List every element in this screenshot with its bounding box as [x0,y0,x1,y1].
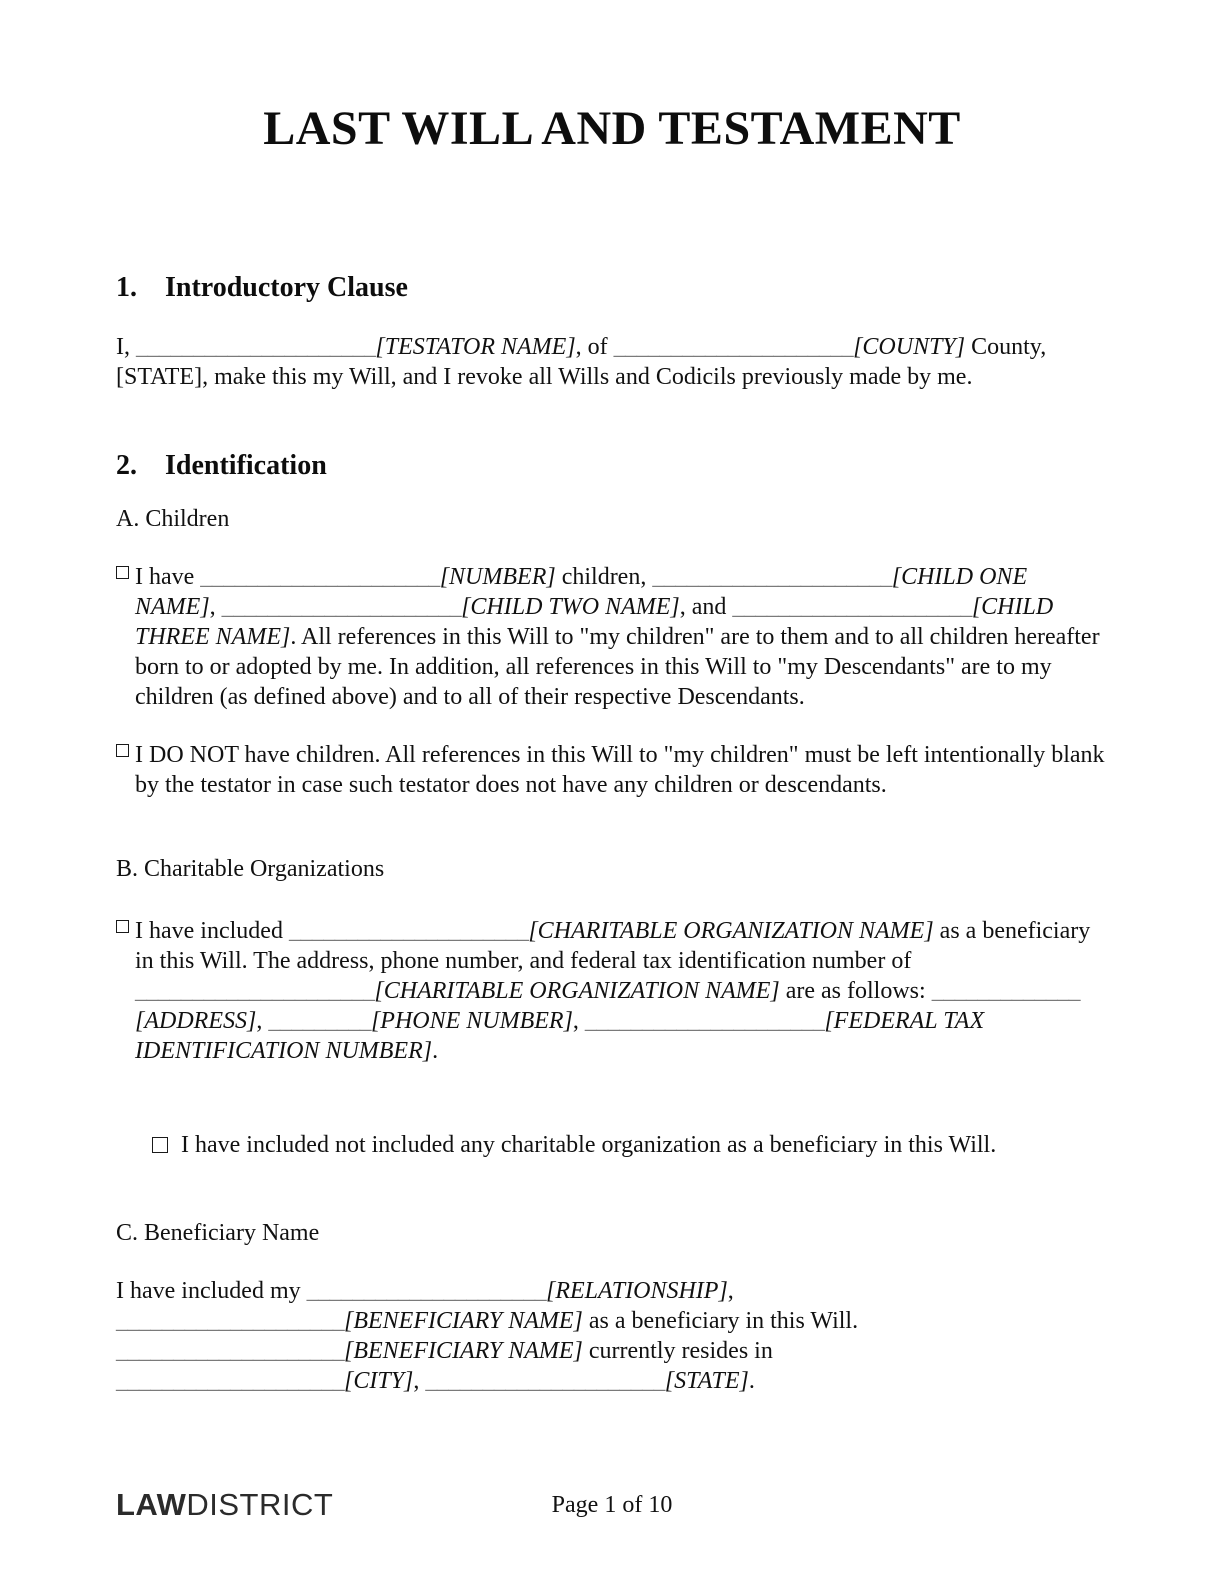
page-footer [116,1486,1108,1524]
placeholder-text: NAME] [135,594,210,620]
placeholder-text: [STATE] [664,1368,749,1394]
blank-line: _____________________ [200,564,440,590]
placeholder-text: [RELATIONSHIP] [546,1278,728,1304]
body-text: born to or adopted by me. In addition, all references in this Will to "my Descendants" are to my [135,654,1052,680]
body-text: , [413,1368,426,1394]
logo-district-text: DISTRICT [186,1487,334,1522]
body-text: . All references in this Will to "my children" are to them and to all children hereafter [290,624,1100,650]
have-children-checkbox[interactable] [116,566,129,579]
placeholder-text: [FEDERAL TAX [824,1008,985,1034]
blank-line: ____________________ [116,1368,345,1394]
placeholder-text: [PHONE NUMBER] [370,1008,573,1034]
subsection-label-children: A. Children [116,506,230,532]
body-text: children, [555,564,653,590]
blank-line: _____________________ [732,594,972,620]
blank-line: _____________________ [135,978,375,1004]
blank-line: _____________________ [613,334,854,360]
blank-line: ____________________ [116,1338,345,1364]
blank-line: _____________________ [221,594,462,620]
body-text: I have [135,564,201,590]
body-text: I have included my [116,1278,307,1304]
page-number-label: Page 1 of 10 [551,1492,673,1518]
body-text: [STATE], make this my Will, and I revoke all Wills and Codicils previously made by me. [116,364,973,390]
blank-line: _____________________ [425,1368,665,1394]
body-text: , of [575,334,614,360]
body-text: . [432,1038,439,1064]
document-content [0,100,1224,1396]
body-text: I, [116,334,136,360]
placeholder-text: [ADDRESS] [135,1008,257,1034]
subsection-label-beneficiary-name: C. Beneficiary Name [116,1220,320,1246]
placeholder-text: [BENEFICIARY NAME] [344,1338,583,1364]
no-children-checkbox[interactable] [116,744,129,757]
section-heading-label: Introductory Clause [165,272,408,303]
checkbox-option-charity-not-included [116,1100,1108,1190]
section-heading-introductory-clause [116,270,1108,306]
beneficiary-paragraph [116,1276,1108,1396]
section-number: 1. [116,272,137,303]
section-number: 2. [116,450,137,481]
lawdistrict-logo [116,1486,333,1524]
body-text: as a beneficiary in this Will. [582,1308,859,1334]
placeholder-text: [CHILD TWO NAME] [461,594,680,620]
body-text: , [572,1008,585,1034]
charity-not-included-checkbox[interactable] [152,1137,168,1153]
blank-line: _____________________ [288,918,529,944]
placeholder-text: [TESTATOR NAME] [375,334,576,360]
body-text: in this Will. The address, phone number, and federal tax identification number of [135,948,912,974]
introductory-clause-paragraph [116,332,1108,392]
charity-included-checkbox[interactable] [116,920,129,933]
placeholder-text: [CHARITABLE ORGANIZATION NAME] [528,918,934,944]
body-text: I DO NOT have children. All references in this Will to "my children" must be left intentionally blank [135,742,1105,768]
body-text: are as follows: [779,978,932,1004]
blank-line: _____________________ [652,564,892,590]
placeholder-text: THREE NAME] [135,624,291,650]
placeholder-text: [NUMBER] [439,564,556,590]
blank-line: _____________________ [136,334,376,360]
placeholder-text: [CHILD ONE [891,564,1028,590]
body-text: children (as defined above) and to all of their respective Descendants. [135,684,805,710]
blank-line: _____________________ [584,1008,825,1034]
body-text: currently resides in [582,1338,773,1364]
blank-line: ____________________ [116,1308,345,1334]
body-text: , [209,594,222,620]
body-text: , and [679,594,733,620]
section-heading-identification [116,448,1108,484]
body-text: County, [965,334,1047,360]
body-text: as a beneficiary [933,918,1091,944]
checkbox-option-charity-included [116,916,1108,1066]
body-text: I have included [135,918,289,944]
charity-included-text [135,916,1108,1066]
charity-not-included-text [181,1132,996,1158]
logo-law-text: LAW [116,1487,187,1522]
subsection-label-charitable-organizations: B. Charitable Organizations [116,856,385,882]
section-heading-label: Identification [165,450,327,481]
placeholder-text: [CHILD [971,594,1054,620]
body-text: by the testator in case such testator does not have any children or descendants. [135,772,887,798]
blank-line: _____________________ [306,1278,547,1304]
placeholder-text: [CHARITABLE ORGANIZATION NAME] [374,978,780,1004]
blank-line: _________ [268,1008,371,1034]
document-title: LAST WILL AND TESTAMENT [263,102,961,155]
checkbox-option-have-children [116,562,1108,712]
body-text: , [727,1278,734,1304]
placeholder-text: [CITY] [344,1368,414,1394]
body-text: . [748,1368,755,1394]
body-text: , [256,1008,269,1034]
no-children-text [135,740,1108,800]
placeholder-text: IDENTIFICATION NUMBER] [135,1038,433,1064]
placeholder-text: [BENEFICIARY NAME] [344,1308,583,1334]
placeholder-text: [COUNTY] [853,334,966,360]
body-text: I have included not included any charitable organization as a beneficiary in this Will. [181,1132,997,1158]
checkbox-option-no-children [116,740,1108,800]
blank-line: _____________ [931,978,1080,1004]
have-children-text [135,562,1108,712]
